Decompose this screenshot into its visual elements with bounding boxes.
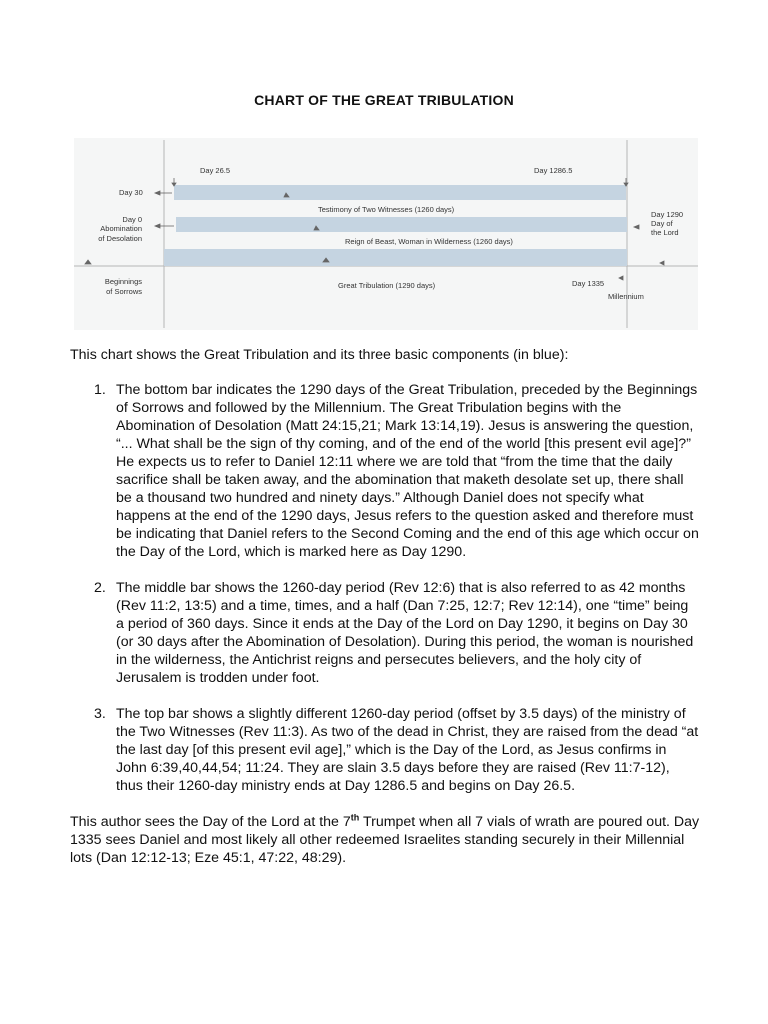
bar-two-witnesses bbox=[174, 185, 626, 200]
ordinal-suffix: th bbox=[350, 812, 360, 823]
label-day-1290: Day 1290 bbox=[651, 210, 684, 219]
list-item-text: The bottom bar indicates the 1290 days of the Great Tribulation, preceded by the Beginnings of Sorrows and followed by the Millennium. The Great Tribulation begins with the Abomination of Desolation (Matt 24:15,21; Mark 13:14,19). Jesus is answering the question, “... What shall be the sign of thy coming, and of the end of the world [this present evil age]?” He expects us to refer to Daniel 12:11 where we are told that “from the time that the daily sacrifice shall be taken away, and the abomination that maketh desolate set up, there shall be a thousand two hundred and ninety days.” Although Daniel does not specify what happens at the end of the 1290 days, Jesus refers to the question asked and therefore must be indicating that Daniel refers to the Second Coming and the end of this age which occur on the Day of the Lord, which is marked here as Day 1290. bbox=[116, 382, 699, 560]
label-testimony-two-witnesses: Testimony of Two Witnesses (1260 days) bbox=[318, 205, 455, 214]
list-item-number: 1. bbox=[94, 382, 106, 398]
page-title: CHART OF THE GREAT TRIBULATION bbox=[254, 92, 514, 108]
label-day-1286-5: Day 1286.5 bbox=[534, 166, 573, 175]
label-day-0: Day 0 bbox=[122, 215, 142, 224]
list-item bbox=[70, 579, 700, 687]
label-abomination: Abomination bbox=[100, 224, 142, 233]
label-day-of: Day of bbox=[651, 219, 673, 228]
components-list bbox=[70, 381, 700, 795]
list-item-number: 2. bbox=[94, 580, 106, 596]
label-of-desolation: of Desolation bbox=[98, 234, 142, 243]
closing-text-end: Trumpet when all 7 vials of wrath are poured out. Day 1335 sees Daniel and most likely all other redeemed Israelites standing securely in their Millennial lots (Dan 12:12-13; Eze 45:1, 47:22, 48:29). bbox=[70, 814, 700, 866]
label-of-sorrows: of Sorrows bbox=[106, 287, 142, 296]
list-item bbox=[70, 705, 700, 795]
label-beginnings: Beginnings bbox=[104, 277, 142, 286]
bar-reign-of-beast bbox=[176, 217, 627, 232]
label-day-1335: Day 1335 bbox=[572, 279, 605, 288]
document-body bbox=[70, 346, 700, 867]
tribulation-chart bbox=[74, 138, 698, 330]
list-item-number: 3. bbox=[94, 706, 106, 722]
closing-text-start: This author sees the Day of the Lord at the 7 bbox=[70, 814, 351, 830]
label-great-tribulation: Great Tribulation (1290 days) bbox=[338, 281, 436, 290]
list-item-text: The middle bar shows the 1260-day period (Rev 12:6) that is also referred to as 42 months (Rev 11:2, 13:5) and a time, times, and a half (Dan 7:25, 12:7; Rev 12:14), one “time” being a period of 360 days. Since it ends at the Day of the Lord on Day 1290, it begins on Day 30 (or 30 days after the Abomination of Desolation). During this period, the woman is nourished in the wilderness, the Antichrist reigns and persecutes believers, and the holy city of Jerusalem is trodden under foot. bbox=[116, 580, 694, 686]
label-millennium: Millennium bbox=[608, 292, 644, 301]
label-reign-of-beast: Reign of Beast, Woman in Wilderness (1260 days) bbox=[345, 237, 513, 246]
label-the-lord: the Lord bbox=[651, 228, 679, 237]
list-item-text: The top bar shows a slightly different 1260-day period (offset by 3.5 days) of the ministry of the Two Witnesses (Rev 11:3). As two of the dead in Christ, they are raised from the dead “at the last day [of this present evil age],” which is the Day of the Lord, as Jesus confirms in John 6:39,40,44,54; 11:24. They are slain 3.5 days before they are raised (Rev 11:7-12), thus their 1260-day ministry ends at Day 1286.5 and begins on Day 26.5. bbox=[116, 706, 699, 794]
label-day-26-5: Day 26.5 bbox=[200, 166, 231, 175]
closing-paragraph bbox=[70, 813, 700, 867]
list-item bbox=[70, 381, 700, 561]
label-day-30: Day 30 bbox=[119, 188, 143, 197]
bar-great-tribulation bbox=[164, 249, 627, 266]
intro-paragraph: This chart shows the Great Tribulation and its three basic components (in blue): bbox=[70, 347, 569, 363]
